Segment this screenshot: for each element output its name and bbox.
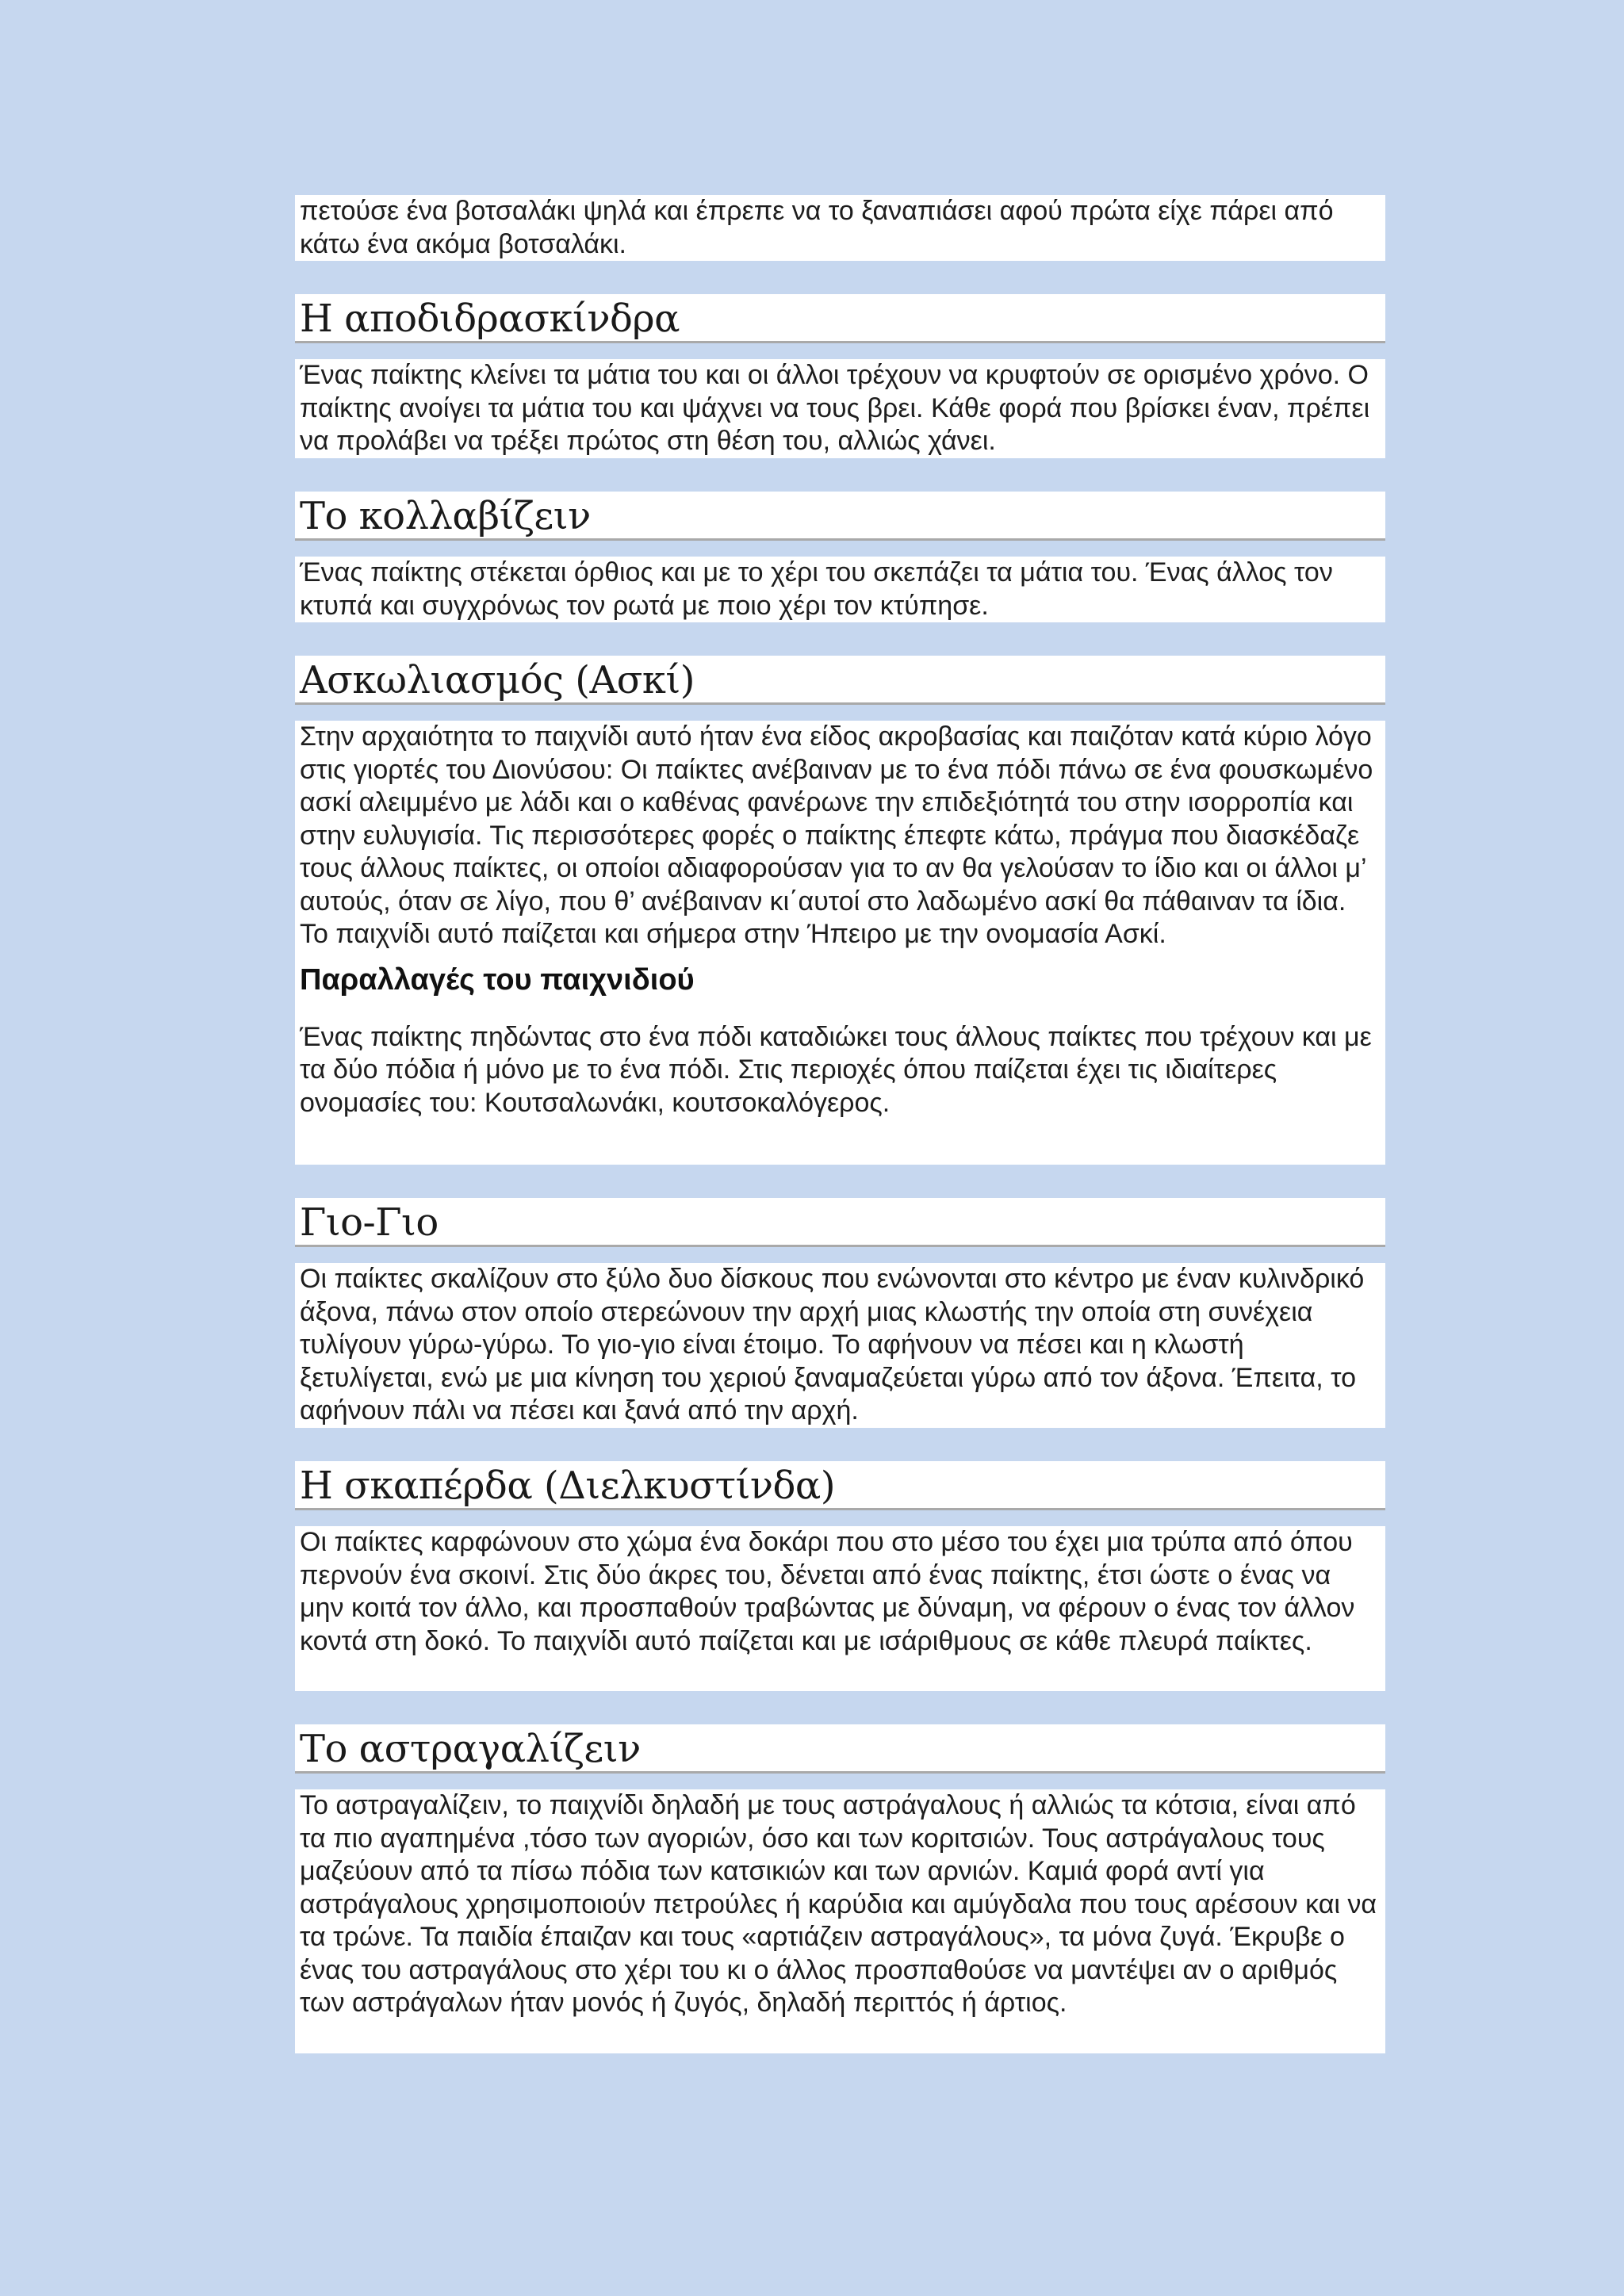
section-body-askoliasmos [295, 721, 1385, 1165]
variations-paragraph: Ένας παίκτης πηδώντας στο ένα πόδι καταδιώκει τους άλλους παίκτες που τρέχουν και με τα δύο πόδια ή μόνο με το ένα πόδι. Στις περιοχές όπου παίζεται έχει τις ιδιαίτερες ονομασίες του: Κουτσαλωνάκι, κουτσοκαλόγερος. [300, 1021, 1372, 1118]
section-body-apodidraskindra [295, 359, 1385, 458]
section-paragraph: Ένας παίκτης κλείνει τα μάτια του και οι άλλοι τρέχουν να κρυφτούν σε ορισμένο χρόνο. Ο παίκτης ανοίγει τα μάτια του και ψάχνει να τους βρει. Κάθε φορά που βρίσκει έναν, πρέπει να προλάβει να τρέξει πρώτος στη θέση του, αλλιώς χάνει. [300, 360, 1370, 456]
section-heading-apodidraskindra [295, 294, 1385, 343]
intro-block [295, 195, 1385, 261]
section-title: Το κολλαβίζειν [300, 494, 591, 538]
section-paragraph: Στην αρχαιότητα το παιχνίδι αυτό ήταν ένα είδος ακροβασίας και παιζόταν κατά κύριο λόγο στις γιορτές του Διονύσου: Οι παίκτες ανέβαιναν με το ένα πόδι πάνω σε ένα φουσκωμένο ασκί αλειμμένο με λάδι και ο καθένας φανέρωνε την επιδεξιότητά του στην ισορροπία και στην ευλυγισία. Τις περισσότερες φορές ο παίκτης έπεφτε κάτω, πράγμα που διασκέδαζε τους άλλους παίκτες, οι οποίοι αδιαφορούσαν για το αν θα γελούσαν το ίδιο και οι άλλοι μ’ αυτούς, όταν σε λίγο, που θ’ ανέβαιναν κι΄αυτοί στο λαδωμένο ασκί θα πάθαιναν τα ίδια. Το παιχνίδι αυτό παίζεται και σήμερα στην Ήπειρο με την ονομασία Ασκί. [300, 721, 1373, 949]
intro-paragraph: πετούσε ένα βοτσαλάκι ψηλά και έπρεπε να το ξαναπιάσει αφού πρώτα είχε πάρει από κάτω ένα ακόμα βοτσαλάκι. [300, 196, 1334, 259]
variations-subheading: Παραλλαγές του παιχνιδιού [300, 962, 695, 997]
section-paragraph: Οι παίκτες σκαλίζουν στο ξύλο δυο δίσκους που ενώνονται στο κέντρο με έναν κυλινδρικό άξονα, πάνω στον οποίο στερεώνουν την αρχή μιας κλωστής την οποία στη συνέχεια τυλίγουν γύρω-γύρω. Το γιο-γιο είναι έτοιμο. Το αφήνουν να πέσει και η κλωστή ξετυλίγεται, ενώ με μια κίνηση του χεριού ξαναμαζεύεται γύρω από τον άξονα. Έπειτα, το αφήνουν πάλι να πέσει και ξανά από την αρχή. [300, 1264, 1365, 1425]
section-title: Το αστραγαλίζειν [300, 1727, 641, 1771]
section-body-kollavizein [295, 557, 1385, 622]
section-heading-kollavizein [295, 492, 1385, 541]
section-title: Η σκαπέρδα (Διελκυστίνδα) [300, 1464, 836, 1508]
section-paragraph: Οι παίκτες καρφώνουν στο χώμα ένα δοκάρι που στο μέσο του έχει μια τρύπα από όπου περνούν ένα σκοινί. Στις δύο άκρες του, δένεται από ένας παίκτης, έτσι ώστε ο ένας να μην κοιτά τον άλλο, και προσπαθούν τραβώντας με δύναμη, να φέρουν ο ένας τον άλλον κοντά στη δοκό. Το παιχνίδι αυτό παίζεται και με ισάριθμους σε κάθε πλευρά παίκτες. [300, 1527, 1355, 1656]
section-title: Γιο-Γιο [300, 1200, 439, 1245]
section-title: Ασκωλιασμός (Ασκί) [300, 658, 695, 702]
section-body-astragalizein [295, 1789, 1385, 2053]
section-paragraph: Το αστραγαλίζειν, το παιχνίδι δηλαδή με τους αστράγαλους ή αλλιώς τα κότσια, είναι από τα πιο αγαπημένα ,τόσο των αγοριών, όσο και των κοριτσιών. Τους αστράγαλους τους μαζεύουν από τα πίσω πόδια των κατσικιών και των αρνιών. Καμιά φορά αντί για αστράγαλους χρησιμοποιούν πετρούλες ή καρύδια και αμύγδαλα που τους αρέσουν και να τα τρώνε. Τα παιδία έπαιζαν και τους «αρτιάζειν αστραγάλους», τα μόνα ζυγά. Έκρυβε ο ένας του αστραγάλους στο χέρι του κι ο άλλος προσπαθούσε να μαντέψει αν ο αριθμός των αστράγαλων ήταν μονός ή ζυγός, δηλαδή περιττός ή άρτιος. [300, 1790, 1377, 2018]
section-heading-giogio [295, 1198, 1385, 1247]
section-paragraph: Ένας παίκτης στέκεται όρθιος και με το χέρι του σκεπάζει τα μάτια του. Ένας άλλος τον κτυπά και συγχρόνως τον ρωτά με ποιο χέρι τον κτύπησε. [300, 557, 1333, 621]
section-body-giogio [295, 1263, 1385, 1428]
section-body-skaperda [295, 1526, 1385, 1691]
document-page [295, 195, 1385, 2053]
section-heading-skaperda [295, 1461, 1385, 1510]
section-heading-astragalizein [295, 1724, 1385, 1774]
section-title: Η αποδιδρασκίνδρα [300, 297, 680, 341]
section-heading-askoliasmos [295, 656, 1385, 705]
